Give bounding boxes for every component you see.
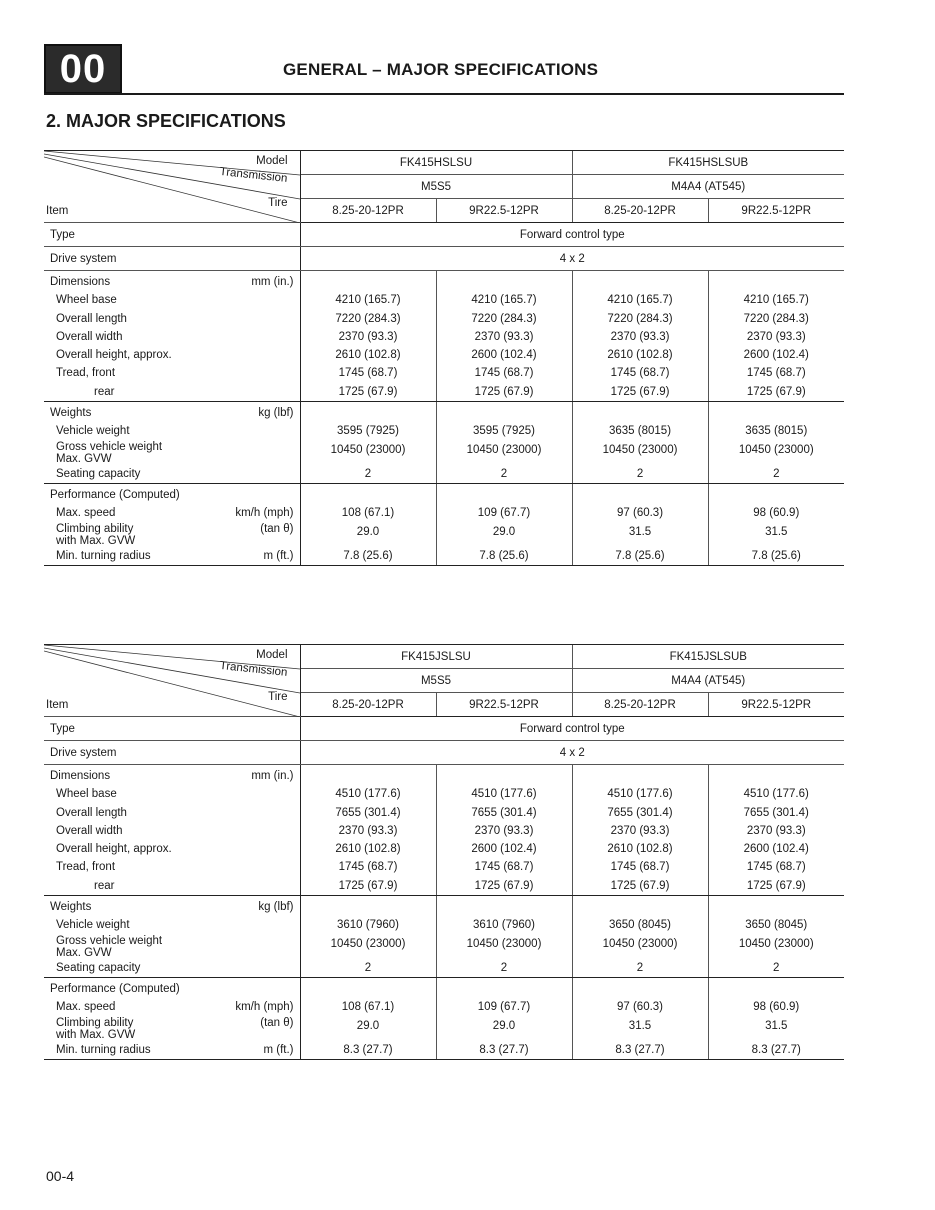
- spec-value: 2370 (93.3): [610, 330, 670, 343]
- spec-value: 109 (67.7): [477, 507, 531, 520]
- spec-value: 2: [636, 961, 644, 974]
- spec-value: 7.8 (25.6): [751, 549, 801, 562]
- page-number: 00-4: [46, 1168, 75, 1184]
- drive-row: [44, 247, 844, 271]
- wheel-base-label: Wheel base: [56, 788, 117, 801]
- tire-size: 8.25-20-12PR: [572, 693, 708, 717]
- spec-value: 1725 (67.9): [610, 385, 670, 398]
- spec-value: 1725 (67.9): [338, 385, 398, 398]
- spec-value: 2600 (102.4): [743, 843, 809, 856]
- tire-size: 9R22.5-12PR: [708, 199, 844, 223]
- spec-value: 1745 (68.7): [338, 367, 398, 380]
- spec-value: 7655 (301.4): [607, 806, 673, 819]
- spec-value: 29.0: [356, 525, 380, 538]
- tread-front-label: Tread, front: [56, 367, 116, 380]
- spec-value: 7.8 (25.6): [343, 549, 393, 562]
- model-row: [44, 645, 844, 669]
- climbing-label: (tan θ) Climbing ability with Max. GVW: [56, 1016, 294, 1041]
- gross-weight-label: Gross vehicle weight Max. GVW: [56, 934, 163, 959]
- spec-table: [44, 150, 844, 566]
- spec-value: 3635 (8015): [609, 425, 672, 438]
- spec-value: 7220 (284.3): [743, 312, 809, 325]
- tire-size: 9R22.5-12PR: [708, 693, 844, 717]
- seating-capacity-label: Seating capacity: [56, 467, 141, 480]
- spec-value: 109 (67.7): [477, 1001, 531, 1014]
- spec-value: 2600 (102.4): [471, 349, 537, 362]
- climbing-label: (tan θ) Climbing ability with Max. GVW: [56, 522, 294, 547]
- performance-labels: [44, 483, 300, 565]
- spec-value: 7220 (284.3): [607, 312, 673, 325]
- overall-width-label: Overall width: [56, 824, 123, 837]
- spec-value: 4210 (165.7): [743, 294, 809, 307]
- performance-values: [572, 483, 708, 565]
- spec-value: 31.5: [765, 1019, 788, 1032]
- drive-row: [44, 741, 844, 765]
- section-badge: 00: [44, 44, 122, 94]
- weights-heading: Weights: [50, 407, 92, 420]
- spec-value: 2600 (102.4): [471, 843, 537, 856]
- tire-size: 8.25-20-12PR: [300, 199, 436, 223]
- performance-values: [572, 977, 708, 1059]
- spec-value: 10450 (23000): [738, 937, 814, 950]
- model-name: FK415HSLSU: [300, 151, 572, 175]
- turning-radius-label: Min. turning radius m (ft.): [56, 1043, 294, 1056]
- model-label: Model: [256, 649, 288, 661]
- weights-labels: [44, 896, 300, 978]
- tread-front-label: Tread, front: [56, 861, 116, 874]
- dimensions-heading: Dimensions: [50, 276, 111, 288]
- spec-value: 7655 (301.4): [471, 806, 537, 819]
- transmission-label: Transmission: [218, 165, 288, 185]
- type-label: Type: [44, 223, 300, 247]
- spec-value: 2610 (102.8): [335, 349, 401, 362]
- turning-radius-label: Min. turning radius m (ft.): [56, 549, 294, 562]
- spec-value: 29.0: [356, 1019, 380, 1032]
- table-corner: [44, 645, 300, 717]
- dimensions-labels: [44, 271, 300, 402]
- tire-label: Tire: [268, 197, 288, 209]
- spec-value: 2610 (102.8): [607, 349, 673, 362]
- drive-value: 4 x 2: [300, 741, 844, 765]
- spec-value: 10450 (23000): [738, 443, 814, 456]
- spec-value: 8.3 (27.7): [615, 1043, 665, 1056]
- type-label: Type: [44, 717, 300, 741]
- dimensions-values: [572, 271, 708, 402]
- spec-value: 2: [773, 467, 780, 480]
- spec-value: 2: [364, 467, 372, 480]
- dimensions-unit: mm (in.): [251, 276, 294, 288]
- spec-value: 3650 (8045): [745, 919, 808, 932]
- spec-table: [44, 644, 844, 1060]
- vehicle-weight-label: Vehicle weight: [56, 919, 130, 932]
- type-row: [44, 223, 844, 247]
- dimensions-heading: Dimensions: [50, 770, 111, 782]
- model-name: FK415JSLSU: [300, 645, 572, 669]
- spec-value: 4210 (165.7): [607, 294, 673, 307]
- spec-value: 1745 (68.7): [474, 861, 534, 874]
- spec-value: 10450 (23000): [466, 443, 542, 456]
- dimensions-unit: mm (in.): [251, 770, 294, 782]
- spec-value: 4510 (177.6): [743, 788, 809, 801]
- spec-value: 3610 (7960): [472, 919, 536, 932]
- spec-value: 1745 (68.7): [474, 367, 534, 380]
- spec-value: 7.8 (25.6): [479, 549, 529, 562]
- spec-value: 7220 (284.3): [471, 312, 537, 325]
- spec-value: 2370 (93.3): [746, 330, 806, 343]
- type-value: Forward control type: [300, 223, 844, 247]
- dimensions-values: [300, 271, 436, 402]
- spec-value: 98 (60.9): [753, 1001, 800, 1014]
- max-speed-label: Max. speed km/h (mph): [56, 1001, 294, 1014]
- transmission-label: Transmission: [218, 659, 288, 679]
- header-title: GENERAL – MAJOR SPECIFICATIONS: [283, 60, 599, 79]
- spec-value: 3610 (7960): [336, 919, 400, 932]
- type-value: Forward control type: [300, 717, 844, 741]
- spec-value: 3595 (7925): [336, 425, 400, 438]
- performance-values: [436, 977, 572, 1059]
- spec-value: 2370 (93.3): [610, 824, 670, 837]
- overall-width-label: Overall width: [56, 330, 123, 343]
- performance-values: [300, 483, 436, 565]
- performance-heading: Performance (Computed): [50, 488, 180, 501]
- spec-value: 31.5: [628, 525, 652, 538]
- spec-value: 1725 (67.9): [610, 879, 670, 892]
- tire-size: 8.25-20-12PR: [300, 693, 436, 717]
- spec-value: 29.0: [492, 525, 516, 538]
- header-rule: [44, 93, 844, 95]
- spec-value: 1725 (67.9): [474, 879, 534, 892]
- weights-heading: Weights: [50, 901, 92, 914]
- spec-value: 2370 (93.3): [338, 824, 398, 837]
- weights-values: [708, 896, 844, 978]
- weights-values: [300, 402, 436, 484]
- overall-length-label: Overall length: [56, 806, 127, 819]
- performance-heading: Performance (Computed): [50, 982, 180, 995]
- spec-value: 2: [500, 467, 508, 480]
- spec-value: 8.3 (27.7): [343, 1043, 393, 1056]
- tire-size: 9R22.5-12PR: [436, 199, 572, 223]
- spec-value: 1745 (68.7): [746, 367, 806, 380]
- overall-length-label: Overall length: [56, 312, 127, 325]
- drive-value: 4 x 2: [300, 247, 844, 271]
- table-corner: [44, 151, 300, 223]
- spec-value: 1745 (68.7): [746, 861, 806, 874]
- weights-values: [436, 896, 572, 978]
- gross-weight-label: Gross vehicle weight Max. GVW: [56, 440, 163, 465]
- section-title: 2. MAJOR SPECIFICATIONS: [46, 111, 286, 131]
- spec-value: 4510 (177.6): [471, 788, 537, 801]
- spec-value: 8.3 (27.7): [479, 1043, 529, 1056]
- spec-value: 2370 (93.3): [746, 824, 806, 837]
- overall-height-label: Overall height, approx.: [56, 843, 172, 856]
- spec-value: 2370 (93.3): [338, 330, 398, 343]
- model-name: FK415HSLSUB: [572, 151, 844, 175]
- transmission-name: M4A4 (AT545): [572, 669, 844, 693]
- wheel-base-label: Wheel base: [56, 294, 117, 307]
- weights-values: [436, 402, 572, 484]
- spec-value: 31.5: [628, 1019, 652, 1032]
- spec-value: 98 (60.9): [753, 507, 800, 520]
- spec-value: 4210 (165.7): [335, 294, 401, 307]
- spec-value: 2610 (102.8): [607, 843, 673, 856]
- weights-unit: kg (lbf): [258, 407, 294, 420]
- spec-value: 1745 (68.7): [338, 861, 398, 874]
- spec-value: 10450 (23000): [330, 443, 406, 456]
- performance-values: [708, 483, 844, 565]
- seating-capacity-label: Seating capacity: [56, 961, 141, 974]
- weights-labels: [44, 402, 300, 484]
- spec-value: 10450 (23000): [602, 443, 678, 456]
- transmission-name: M4A4 (AT545): [572, 175, 844, 199]
- transmission-name: M5S5: [300, 669, 572, 693]
- weights-unit: kg (lbf): [258, 901, 294, 914]
- spec-value: 108 (67.1): [341, 507, 395, 520]
- spec-value: 1745 (68.7): [610, 367, 670, 380]
- spec-value: 3635 (8015): [745, 425, 808, 438]
- dimensions-labels: [44, 765, 300, 896]
- spec-value: 1725 (67.9): [746, 879, 806, 892]
- spec-value: 8.3 (27.7): [751, 1043, 801, 1056]
- spec-value: 2370 (93.3): [474, 824, 534, 837]
- drive-label: Drive system: [44, 741, 300, 765]
- spec-value: 10450 (23000): [330, 937, 406, 950]
- dimensions-values: [708, 765, 844, 896]
- transmission-name: M5S5: [300, 175, 572, 199]
- model-name: FK415JSLSUB: [572, 645, 844, 669]
- spec-value: 10450 (23000): [466, 937, 542, 950]
- performance-group: [44, 483, 844, 565]
- spec-value: 4210 (165.7): [471, 294, 537, 307]
- spec-value: 2610 (102.8): [335, 843, 401, 856]
- weights-values: [300, 896, 436, 978]
- dimensions-values: [572, 765, 708, 896]
- spec-value: 29.0: [492, 1019, 516, 1032]
- model-row: [44, 151, 844, 175]
- spec-value: 1725 (67.9): [338, 879, 398, 892]
- spec-value: 7220 (284.3): [335, 312, 401, 325]
- spec-value: 2: [773, 961, 780, 974]
- weights-values: [572, 896, 708, 978]
- dimensions-group: [44, 271, 844, 402]
- dimensions-group: [44, 765, 844, 896]
- dimensions-values: [708, 271, 844, 402]
- tread-rear-label: rear: [94, 385, 115, 398]
- item-label: Item: [46, 205, 69, 217]
- item-label: Item: [46, 699, 69, 711]
- vehicle-weight-label: Vehicle weight: [56, 425, 130, 438]
- spec-value: 4510 (177.6): [607, 788, 673, 801]
- spec-value: 1745 (68.7): [610, 861, 670, 874]
- spec-value: 7.8 (25.6): [615, 549, 665, 562]
- dimensions-values: [436, 271, 572, 402]
- spec-value: 7655 (301.4): [335, 806, 401, 819]
- spec-value: 108 (67.1): [341, 1001, 395, 1014]
- weights-group: [44, 402, 844, 484]
- overall-height-label: Overall height, approx.: [56, 349, 172, 362]
- spec-value: 3650 (8045): [608, 919, 672, 932]
- spec-value: 1725 (67.9): [474, 385, 534, 398]
- spec-value: 97 (60.3): [616, 1001, 664, 1014]
- performance-values: [300, 977, 436, 1059]
- tire-label: Tire: [268, 691, 288, 703]
- drive-label: Drive system: [44, 247, 300, 271]
- spec-value: 2: [636, 467, 644, 480]
- spec-value: 10450 (23000): [602, 937, 678, 950]
- dimensions-values: [300, 765, 436, 896]
- performance-group: [44, 977, 844, 1059]
- spec-value: 1725 (67.9): [746, 385, 806, 398]
- tire-size: 9R22.5-12PR: [436, 693, 572, 717]
- tire-size: 8.25-20-12PR: [572, 199, 708, 223]
- spec-value: 2370 (93.3): [474, 330, 534, 343]
- spec-value: 3595 (7925): [472, 425, 536, 438]
- performance-labels: [44, 977, 300, 1059]
- spec-value: 2600 (102.4): [743, 349, 809, 362]
- max-speed-label: Max. speed km/h (mph): [56, 507, 294, 520]
- performance-values: [436, 483, 572, 565]
- weights-group: [44, 896, 844, 978]
- spec-value: 4510 (177.6): [335, 788, 401, 801]
- model-label: Model: [256, 155, 288, 167]
- spec-value: 31.5: [765, 525, 788, 538]
- tread-rear-label: rear: [94, 879, 115, 892]
- performance-values: [708, 977, 844, 1059]
- type-row: [44, 717, 844, 741]
- dimensions-values: [436, 765, 572, 896]
- weights-values: [708, 402, 844, 484]
- spec-value: 7655 (301.4): [743, 806, 809, 819]
- spec-value: 2: [500, 961, 508, 974]
- spec-value: 97 (60.3): [617, 507, 664, 520]
- spec-value: 2: [364, 961, 372, 974]
- weights-values: [572, 402, 708, 484]
